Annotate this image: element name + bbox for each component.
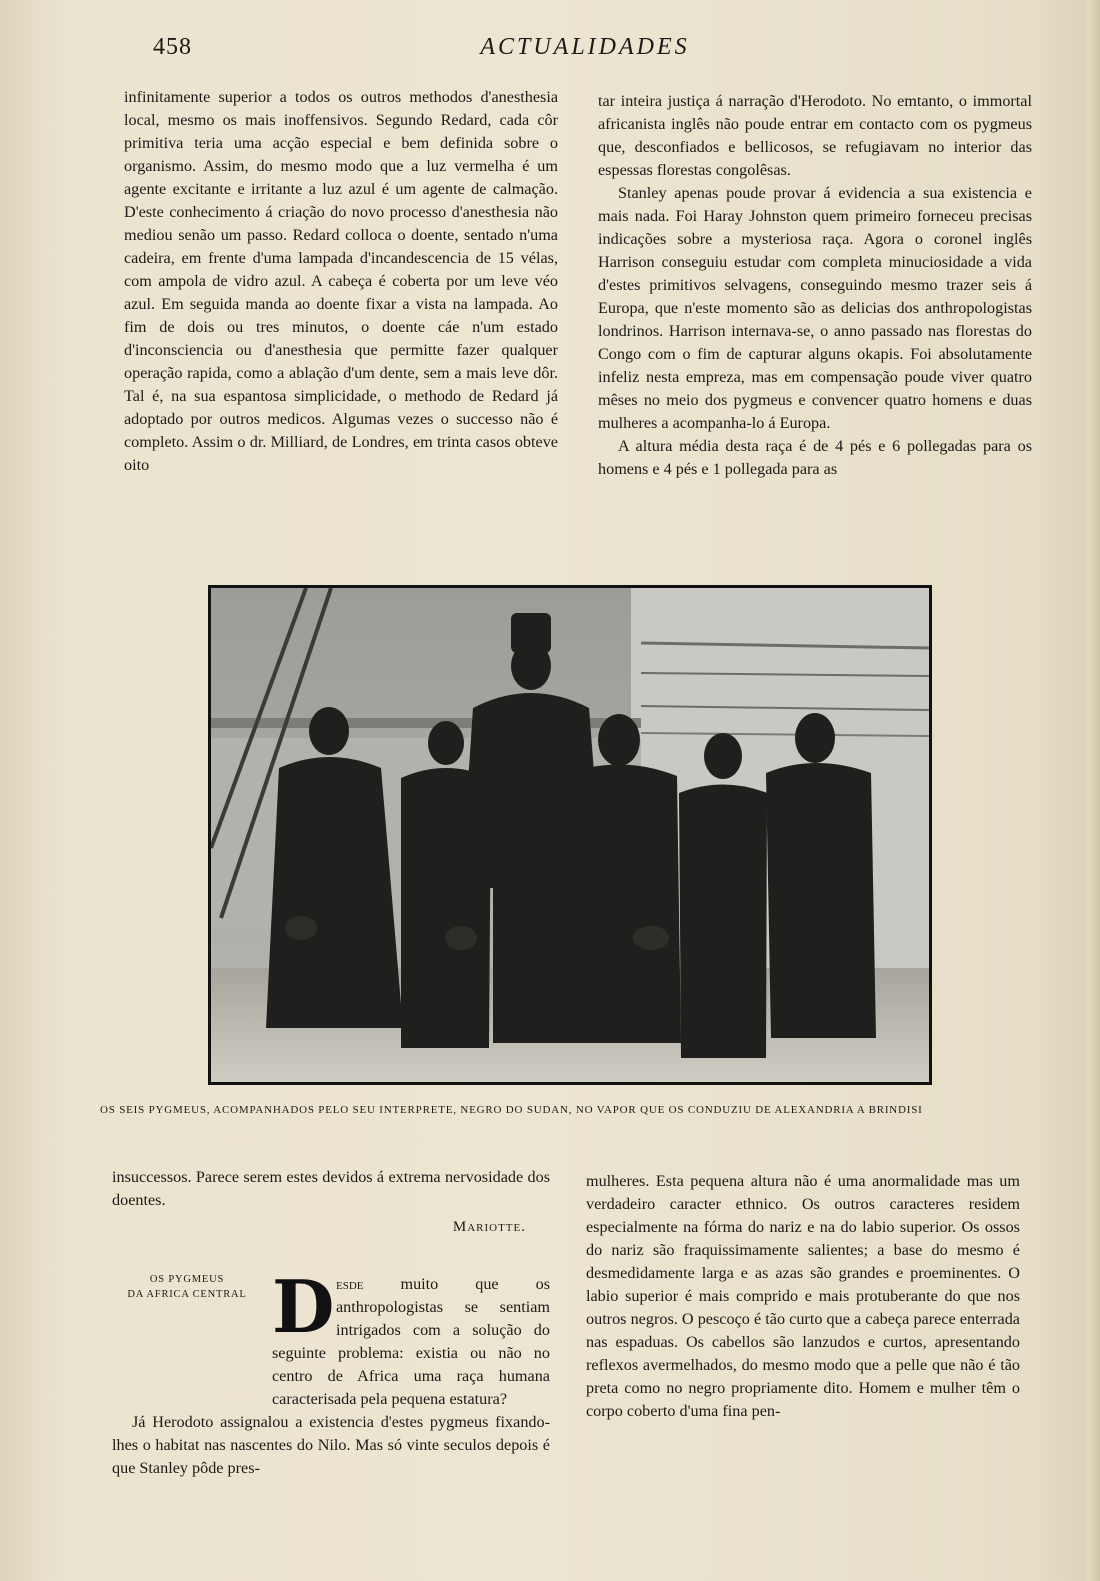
photo-caption: OS SEIS PYGMEUS, ACOMPANHADOS PELO SEU INTERPRETE, NEGRO DO SUDAN, NO VAPOR QUE OS CONDUZIU DE ALEXANDRIA A BRINDISI [100,1104,923,1116]
paragraph: A altura média desta raça é de 4 pés e 6 pollegadas para os homens e 4 pés e 1 pollegada para as [598,437,1032,478]
paragraph: insuccessos. Parece serem estes devidos á extrema nervosidade dos doentes. [112,1168,550,1209]
paragraph: infinitamente superior a todos os outros methodos d'anesthesia local, mesmo os mais inoffensivos. Segundo Redard, cada côr primitiva teria uma acção especial e bem definida sobre o organismo. Assim, do mesmo modo que a luz vermelha é um agente excitante e irritante a luz azul é um agente de calmação. D'este conhecimento á criação do novo processo d'anesthesia não mediou senão um passo. Redard colloca o doente, sentado n'uma cadeira, em frente d'uma lampada d'incandescencia de 15 vélas, com ampola de vidro azul. A cabeça é coberta por um leve véo azul. Em seguida manda ao doente fixar a vista na lampada. Ao fim de dois ou tres minutos, o doente cáe n'um estado d'inconsciencia ou d'anesthesia que permitte fazer qualquer operação rapida, como a ablação d'um dente, sem a mais leve dôr. Tal é, na sua espantosa simplicidade, o methodo de Redard já adoptado por outros medicos. Algumas vezes o successo não é completo. Assim o dr. Milliard, de Londres, em trinta casos obteve oito [124,88,558,474]
drop-cap: D [272,1264,335,1349]
column-bottom-left [112,1166,550,1480]
paragraph-text: muito que os anthropologistas se sentiam intrigados com a solução do seguinte problema: existia ou não no centro de Africa uma raça humana caracterisada pela pequena estatura? [272,1275,550,1408]
page-number: 458 [153,34,192,60]
photo-illustration [211,588,929,1082]
paragraph: Já Herodoto assignalou a existencia d'estes pygmeus fixando-lhes o habitat nas nascentes do Nilo. Mas só vinte seculos depois é que Stanley pôde pres- [112,1413,550,1477]
paragraph-lead [272,1264,550,1411]
section-title-line: DA AFRICA CENTRAL [127,1289,247,1300]
column-bottom-right [586,1170,1020,1423]
paragraph: mulheres. Esta pequena altura não é uma anormalidade mas um verdadeiro caracter ethnico. Os outros caracteres residem especialmente na fórma do nariz e na do labio superior. Os ossos do nariz são fraquissimamente salientes; a base do mesmo é desmedidamente larga e as azas são grandes e proeminentes. O labio superior é mais comprido e mais protuberante do que nos outros negros. O pescoço é tão curto que a cabeça parece enterrada nas espaduas. Os cabellos são lanzudos e curtos, apresentando reflexos avermelhados, do mesmo modo que a pelle que não é tão preta como no negro propriamente dito. Homem e mulher têm o corpo coberto d'uma fina pen- [586,1172,1020,1420]
column-top-left [124,86,558,477]
section-title [112,1272,262,1302]
paragraph: tar inteira justiça á narração d'Herodoto. No emtanto, o immortal africanista inglês não poude entrar em contacto com os pygmeus que, desconfiados e bellicosos, se refugiavam no interior das espessas florestas congolêsas. [598,92,1032,179]
photograph-pygmies [208,585,932,1085]
column-top-right [598,90,1032,481]
running-head: ACTUALIDADES [480,34,690,60]
page-edge [1086,0,1100,1581]
author-signature: Mariotte. [452,1219,526,1235]
lead-words: esde [336,1275,364,1293]
paragraph: Stanley apenas poude provar á evidencia a sua existencia e mais nada. Foi Haray Johnston quem primeiro forneceu precisas indicações sobre a mysteriosa raça. Agora o coronel inglês Harrison conseguiu estudar com completa minuciosidade a vida d'estes primitivos selvagens, conseguindo mesmo trazer seis á Europa, que n'este momento são as delicias dos anthropologistas londrinos. Harrison internava-se, o anno passado nas florestas do Congo com o fim de capturar alguns okapis. Foi absolutamente infeliz nesta empreza, mas em compensação poude viver quatro mêses no meio dos pygmeus e convencer quatro homens e duas mulheres a acompanha-lo á Europa. [598,184,1032,432]
section-title-line: OS PYGMEUS [149,1274,225,1285]
